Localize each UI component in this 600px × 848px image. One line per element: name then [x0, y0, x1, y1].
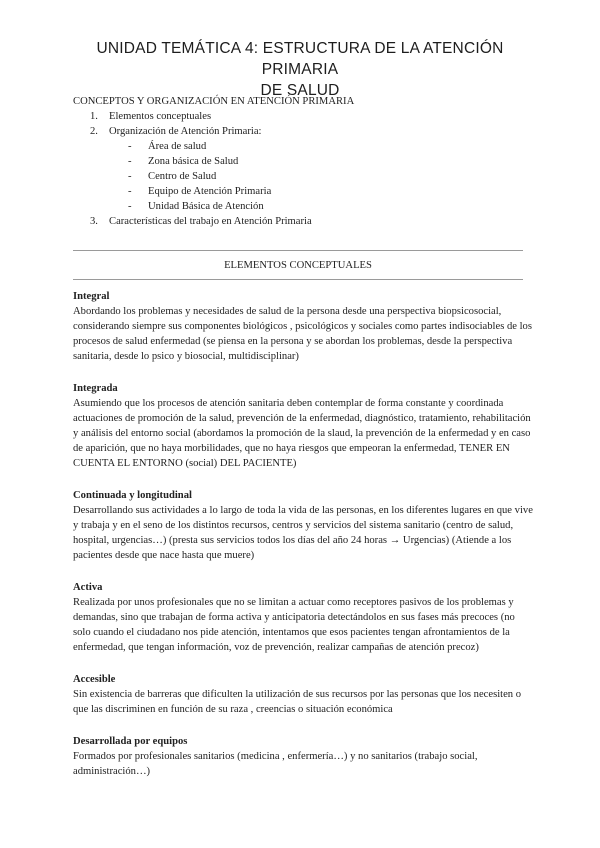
concept-text: Formados por profesionales sanitarios (medicina , enfermería…) y no sanitarios (trabajo social, administración…) [73, 751, 478, 777]
toc-subitem-label: Área de salud [148, 141, 207, 152]
concept-text: Sin existencia de barreras que dificulten la utilización de sus recursos por las personas que los necesiten o que las discriminen en función de su raza , creencias o situación económica [73, 689, 522, 715]
toc-item-label: Elementos conceptuales [109, 111, 212, 122]
concept-heading: Desarrollada por equipos [73, 736, 188, 747]
toc-sublist [73, 139, 533, 214]
document-title [60, 38, 540, 101]
concept-heading: Accesible [73, 674, 116, 685]
concept-equipos [73, 734, 533, 779]
toc-subitem [73, 199, 533, 214]
concept-text: Asumiendo que los procesos de atención sanitaria deben contemplar de forma constante y coordinada actuaciones de promoción de la salud, prevención de la enfermedad, diagnóstico, tratamiento, rehabilitación y análisis del entorno social (abordamos la promoción de la slaud, la prevención de la enfermedad y en caso de aparición, que no haya morbilidades, que no haya riesgos que empeoran la enfermedad, TENER EN CUENTA EL ENTORNO (social) DEL PACIENTE) [73, 398, 531, 469]
concept-heading: Integrada [73, 383, 118, 394]
concept-text: Desarrollando sus actividades a lo largo de toda la vida de las personas, en los diferentes lugares en que vive y trabaja y en el seno de los distintos recursos, centros y servicios del sistema sanitario (centro de salud, hospital, urgencias…) (presta sus servicios todos los días del año 24 horas → Urgencias) (Atiende a los pacientes desde que nace hasta que muere) [73, 505, 533, 561]
divider-bottom [73, 279, 523, 280]
toc-item-3 [73, 214, 533, 229]
toc-item-2 [73, 124, 533, 139]
toc-item-number: 1. [90, 111, 98, 122]
toc-subitem-label: Equipo de Atención Primaria [148, 186, 272, 197]
dash-bullet: - [128, 171, 132, 182]
toc-item-label: Características del trabajo en Atención Primaria [109, 216, 312, 227]
concept-accesible [73, 672, 533, 717]
toc-subitem [73, 184, 533, 199]
concept-activa [73, 580, 533, 655]
toc-item-1 [73, 109, 533, 124]
title-line-2: DE SALUD [260, 82, 340, 99]
concept-continuada [73, 488, 533, 563]
section-title: ELEMENTOS CONCEPTUALES [224, 260, 372, 271]
toc-subitem [73, 154, 533, 169]
toc-list [73, 109, 533, 229]
divider-top [73, 250, 523, 251]
dash-bullet: - [128, 141, 132, 152]
toc-subitem [73, 169, 533, 184]
toc-sublist-container [73, 139, 533, 214]
toc-item-number: 3. [90, 216, 98, 227]
concept-text: Realizada por unos profesionales que no se limitan a actuar como receptores pasivos de los problemas y demandas, sino que trabajan de forma activa y anticipatoria detectándolos en sus fases más precoces (no solo cuando el ciudadano nos pide atención, intentamos que esos pacientes tengan afrontamientos de la enfermedad, que tengan información, voz de prevención, realizar campañas de atención precoz) [73, 597, 515, 653]
toc-subitem [73, 139, 533, 154]
concept-integral [73, 289, 533, 364]
concept-heading: Integral [73, 291, 110, 302]
dash-bullet: - [128, 156, 132, 167]
concept-heading: Activa [73, 582, 103, 593]
concepts-body [73, 289, 533, 796]
dash-bullet: - [128, 201, 132, 212]
title-line-1: UNIDAD TEMÁTICA 4: ESTRUCTURA DE LA ATENCIÓN PRIMARIA [96, 40, 504, 78]
toc-item-number: 2. [90, 126, 98, 137]
dash-bullet: - [128, 186, 132, 197]
table-of-contents [73, 94, 533, 229]
concept-heading: Continuada y longitudinal [73, 490, 192, 501]
concept-text: Abordando los problemas y necesidades de salud de la persona desde una perspectiva biopsicosocial, considerando siempre sus componentes biológicos , psicológicos y sociales como partes indisociables de los procesos de salud enfermedad (se piensa en la persona y se abordan los problemas, desde la perspectiva sanitaria, desde lo psico y biosocial, multidisciplinar) [73, 306, 532, 362]
concept-integrada [73, 381, 533, 471]
toc-heading: CONCEPTOS Y ORGANIZACIÓN EN ATENCIÓN PRIMARIA [73, 96, 355, 107]
toc-item-label: Organización de Atención Primaria: [109, 126, 262, 137]
toc-subitem-label: Centro de Salud [148, 171, 217, 182]
toc-subitem-label: Unidad Básica de Atención [148, 201, 264, 212]
toc-subitem-label: Zona básica de Salud [148, 156, 239, 167]
